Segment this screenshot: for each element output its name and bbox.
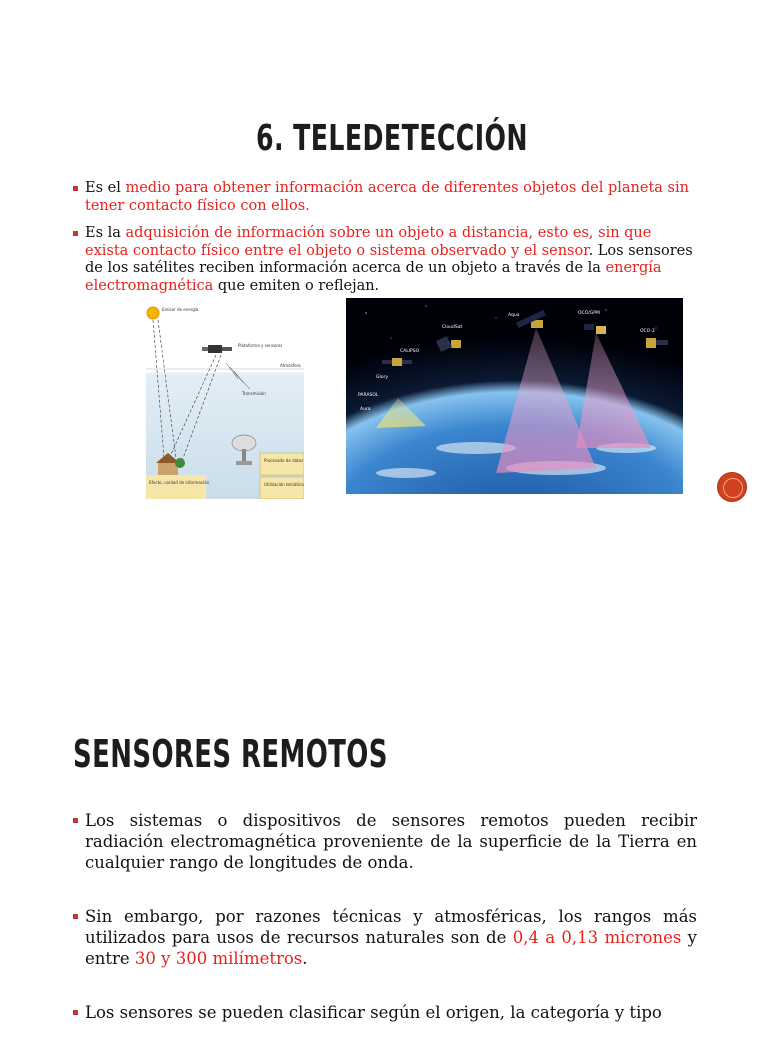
bullet-paragraph-1: Los sistemas o dispositivos de sensores remotos pueden recibir radiación electromagnética proveniente de la superficie de la Tierra en cualquier rango de longitudes de onda. [85, 810, 697, 873]
bullet-definition-2: Es la adquisición de información sobre un objeto a distancia, esto es, sin que exista contacto físico entre el objeto o sistema observado y el sensor. Los sensores de los satélites reciben información acerca de un objeto a través de la energía electromagnética que emiten o reflejan. [85, 225, 697, 295]
bullet-paragraph-3: Los sensores se pueden clasificar según el origen, la categoría y tipo [85, 1002, 697, 1023]
sun-icon [147, 307, 159, 319]
svg-text:PARASOL: PARASOL [358, 393, 379, 398]
svg-text:Efecto, unidad de información: Efecto, unidad de información [149, 480, 210, 485]
bullet-list [85, 180, 697, 305]
svg-text:Atmósfera: Atmósfera [280, 363, 301, 368]
svg-text:CloudSat: CloudSat [442, 325, 463, 330]
svg-text:Aura: Aura [360, 407, 371, 412]
bullet-marker [73, 818, 78, 823]
slide-title: SENSORES REMOTOS [73, 732, 388, 776]
svg-text:OCO-2: OCO-2 [640, 329, 655, 334]
svg-text:Transmisión: Transmisión [242, 391, 266, 396]
bullet-list [85, 810, 697, 1056]
bullet-paragraph-2: Sin embargo, por razones técnicas y atmosféricas, los rangos más utilizados para usos de recursos naturales son de 0,4 a 0,13 micrones y entre 30 y 300 milímetros. [85, 906, 697, 969]
slide-nav-button[interactable] [718, 473, 746, 501]
bullet-marker [73, 914, 78, 919]
svg-text:Plataforma y sensores: Plataforma y sensores [238, 343, 283, 348]
svg-text:Emisor de energía: Emisor de energía [162, 307, 199, 312]
satellite-constellation-image [346, 298, 683, 494]
bullet-marker [73, 1010, 78, 1015]
svg-text:Aqua: Aqua [508, 313, 520, 318]
svg-text:Utilización temática: Utilización temática [264, 482, 304, 487]
bullet-marker [73, 231, 78, 236]
svg-text:CALIPSO: CALIPSO [400, 349, 420, 354]
slide-title: 6. TELEDETECCIÓN [256, 118, 528, 159]
svg-text:Procesado de datos: Procesado de datos [264, 458, 304, 463]
slide-sensores-remotos [0, 600, 768, 1024]
svg-text:OCO/GPM: OCO/GPM [578, 311, 600, 316]
bullet-marker [73, 186, 78, 191]
bullet-definition-1: Es el medio para obtener información acerca de diferentes objetos del planeta sin tener contacto físico con ellos. [85, 180, 697, 215]
remote-sensing-diagram [146, 303, 304, 499]
svg-text:Glory: Glory [376, 375, 389, 380]
